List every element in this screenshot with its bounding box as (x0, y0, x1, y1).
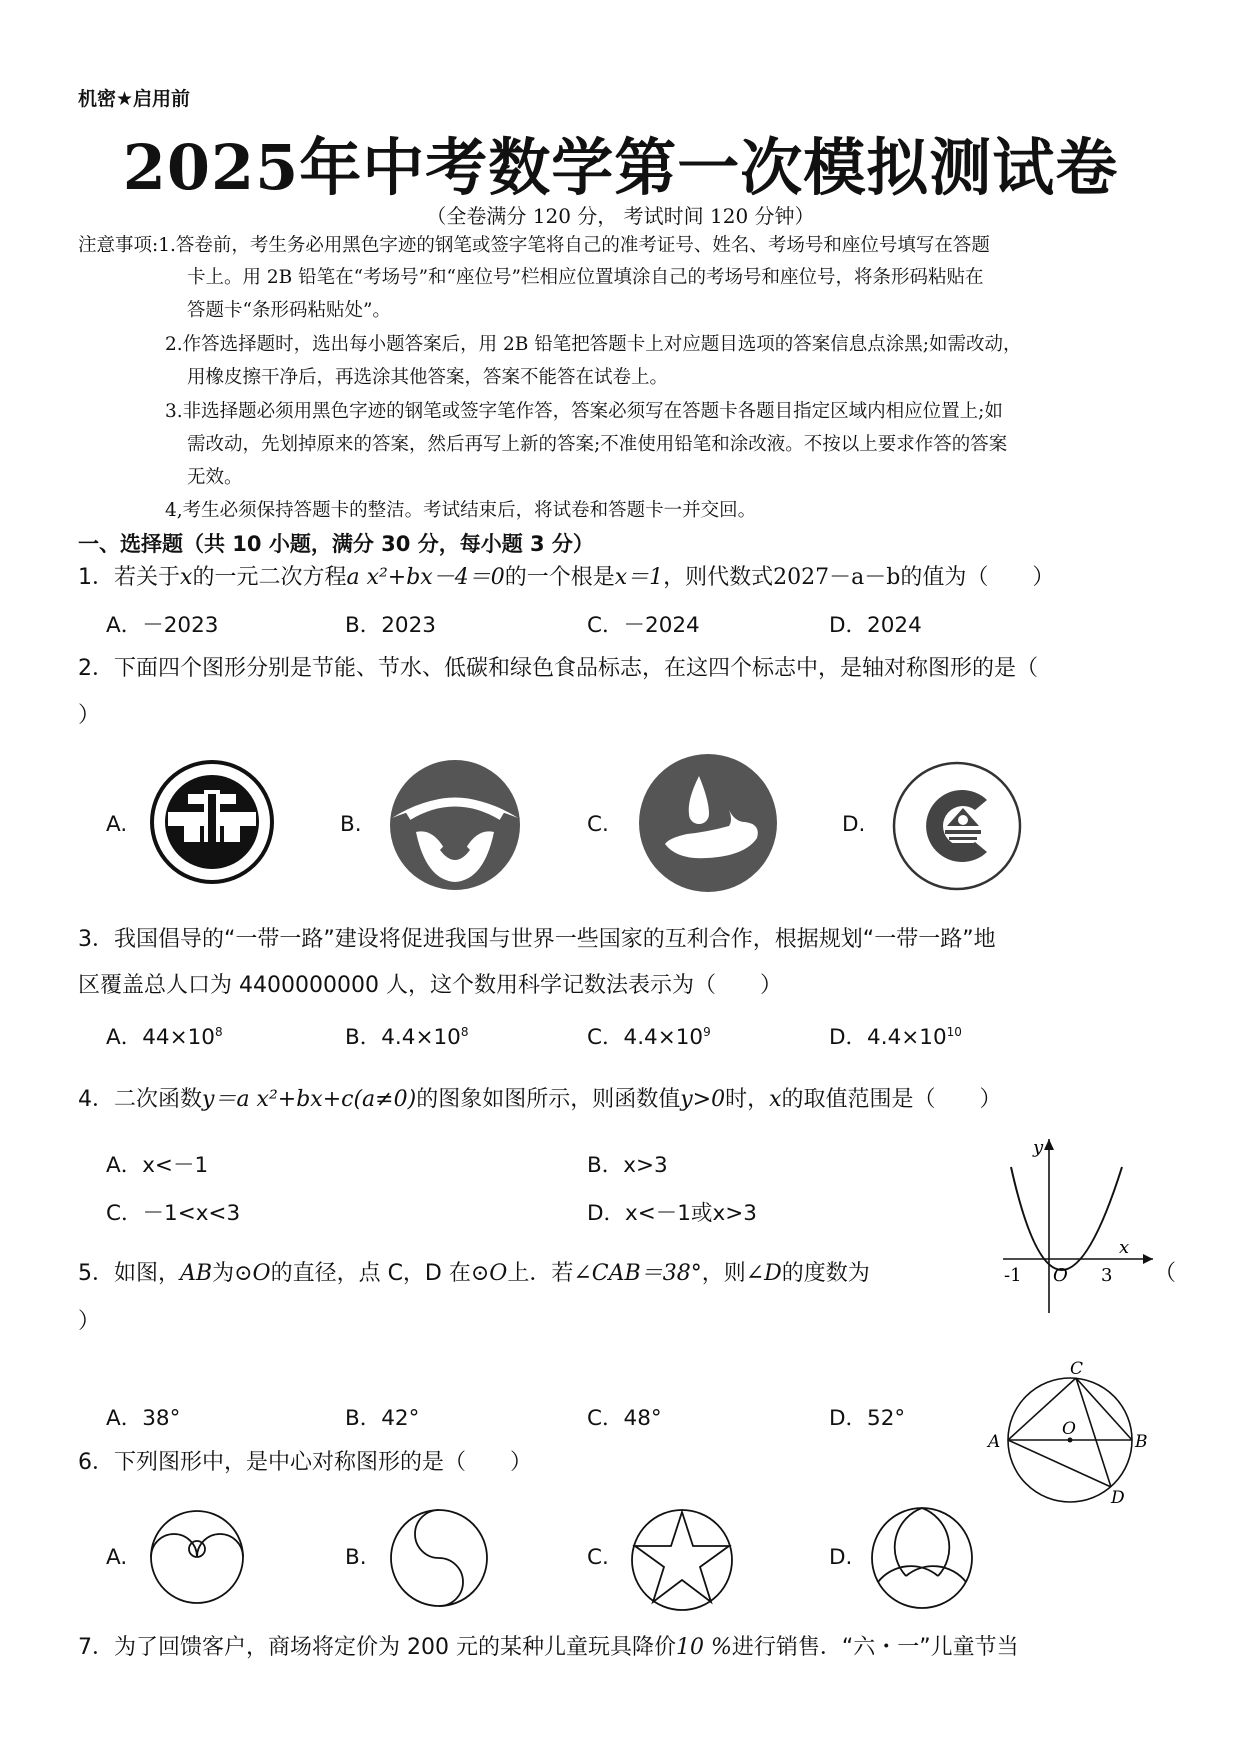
q7-text: 进行销售．“六・一”儿童节当 (731, 1635, 1019, 1660)
figure-circle-with-arcs-icon (146, 1506, 248, 1608)
q4-option-d: D．x<－1或x>3 (587, 1201, 757, 1226)
q1-option-a: A．－2023 (106, 613, 219, 638)
question-7 (78, 1630, 1019, 1661)
label-o: O (1062, 1419, 1076, 1439)
q4-option-c: C．－1<x<3 (106, 1201, 241, 1226)
q3-option-b-base: B．4.4×10 (345, 1025, 461, 1050)
q5-paren-close: ） (78, 1309, 101, 1334)
q6-label-d: D. (829, 1545, 853, 1570)
note-line: 2.作答选择题时，选出每小题答案后，用 2B 铅笔把答题卡上对应题目选项的答案信息点涂黑;如需改动， (165, 334, 1022, 355)
q4-number: 4． (78, 1087, 114, 1112)
q3-option-a (106, 1020, 223, 1051)
figure-three-petals-icon (866, 1502, 978, 1614)
q2-label-b: B. (340, 812, 362, 837)
q7-text: 7．为了回馈客户，商场将定价为 200 元的某种儿童玩具降价 (78, 1635, 676, 1660)
question-3: 3．我国倡导的“一带一路”建设将促进我国与世界一些国家的互利合作，根据规划“一带一路”地 (78, 927, 996, 952)
q1-text: 的一元二次方程 (192, 565, 347, 590)
label-a: A (988, 1432, 1001, 1452)
q5-option-d: D．52° (829, 1406, 906, 1431)
q5-option-a: A．38° (106, 1406, 181, 1431)
question-4 (78, 1082, 1002, 1113)
q1-number: 1． (78, 565, 114, 590)
q4-text: 的图象如图所示，则函数值 (416, 1087, 681, 1112)
q4-option-a: A．x<－1 (106, 1153, 209, 1178)
q5-text: 如图， (114, 1261, 181, 1286)
q5-text: 为 (212, 1261, 235, 1286)
q3-option-c-base: C．4.4×10 (587, 1025, 704, 1050)
q3-option-a-exp: 8 (214, 1024, 223, 1039)
energy-saving-logo-icon (148, 758, 276, 886)
q1-text: ，则代数式 (663, 565, 774, 590)
q7-percent: 10 % (675, 1635, 732, 1660)
y-axis-arrow-icon (1044, 1139, 1054, 1150)
q5-text: ，则 (701, 1261, 746, 1286)
question-1 (78, 560, 1054, 591)
question-2: 2．下面四个图形分别是节能、节水、低碳和绿色食品标志，在这四个标志中，是轴对称图形的是（ (78, 656, 1039, 681)
q1-option-d: D．2024 (829, 613, 922, 638)
circle-figure (980, 1358, 1148, 1504)
q5-paren-open: （ (1154, 1261, 1177, 1286)
q5-text: 上．若 (507, 1261, 574, 1286)
note-line: 用橡皮擦干净后，再选涂其他答案，答案不能答在试卷上。 (187, 367, 669, 388)
q3-option-a-base: A．44×10 (106, 1025, 215, 1050)
q5-number: 5． (78, 1261, 114, 1286)
q5-option-c: C．48° (587, 1406, 662, 1431)
q4-equation: y＝a x²+bx+c(a≠0) (202, 1087, 417, 1112)
label-d: D (1111, 1488, 1125, 1504)
low-carbon-logo-icon (637, 752, 779, 894)
q3-option-c-exp: 9 (703, 1024, 711, 1039)
q4-text: 二次函数 (114, 1087, 203, 1112)
question-6: 6．下列图形中，是中心对称图形的是（ ） (78, 1450, 532, 1475)
q1-text: 的一个根是 (504, 565, 615, 590)
q5-text: 的度数为 (781, 1261, 870, 1286)
question-3-cont: 区覆盖总人口为 4400000000 人，这个数用科学记数法表示为（ ） (78, 973, 782, 998)
q4-variable: x (769, 1087, 782, 1112)
q3-option-d (829, 1020, 962, 1051)
q5-circle: ⊙O (470, 1261, 508, 1286)
q1-option-b: B．2023 (345, 613, 436, 638)
q2-label-c: C. (587, 812, 609, 837)
q5-angle: ∠CAB＝38° (573, 1261, 702, 1286)
note-line: 卡上。用 2B 铅笔在“考场号”和“座位号”栏相应位置填涂自己的考场号和座位号，将条形码粘贴在 (187, 267, 984, 288)
q4-text: 时， (725, 1087, 770, 1112)
note-line: 答题卡“条形码粘贴处”。 (187, 300, 391, 321)
note-line: 无效。 (187, 467, 243, 488)
note-line: 4,考生必须保持答题卡的整洁。考试结束后，将试卷和答题卡一并交回。 (165, 500, 757, 521)
parabola-curve (1011, 1167, 1122, 1270)
q1-root: x＝1 (614, 565, 664, 590)
graph-x-label: x (1119, 1237, 1130, 1258)
question-5 (78, 1256, 870, 1287)
graph-origin: O (1053, 1265, 1068, 1286)
q4-option-b: B．x>3 (587, 1153, 668, 1178)
q1-equation: a x²+bx－4＝0 (346, 565, 505, 590)
exam-subtitle: （全卷满分 120 分， 考试时间 120 分钟） (426, 204, 815, 228)
figure-star-in-circle-icon (626, 1504, 738, 1616)
green-food-logo-icon (891, 760, 1023, 892)
parabola-graph (995, 1135, 1165, 1317)
section-title: 一、选择题（共 10 小题，满分 30 分，每小题 3 分） (78, 532, 594, 556)
q2-label-d: D. (842, 812, 866, 837)
q1-text: 若关于 (114, 565, 181, 590)
graph-left-root: -1 (1004, 1265, 1022, 1286)
q3-option-c (587, 1020, 711, 1051)
figure-yin-yang-curve-icon (385, 1504, 493, 1612)
q6-label-c: C. (587, 1545, 609, 1570)
chord-cd (1076, 1378, 1111, 1487)
q5-text: 的直径，点 C，D 在 (270, 1261, 471, 1286)
q4-text: 的取值范围是（ ） (781, 1087, 1002, 1112)
q1-text: 的值为（ ） (900, 565, 1055, 590)
q4-condition: y>0 (680, 1087, 726, 1112)
q2-paren: ） (78, 703, 101, 728)
confidential-mark: 机密★启用前 (78, 88, 191, 110)
note-line: 3.非选择题必须用黑色字迹的钢笔或签字笔作答，答案必须写在答题卡各题目指定区域内相应位置上;如 (165, 401, 1003, 422)
q2-label-a: A. (106, 812, 128, 837)
label-c: C (1070, 1359, 1084, 1379)
graph-y-label: y (1033, 1137, 1044, 1158)
q1-variable: x (180, 565, 193, 590)
label-b: B (1135, 1432, 1148, 1452)
graph-right-root: 3 (1101, 1265, 1113, 1286)
q1-option-c: C．－2024 (587, 613, 700, 638)
q5-circle: ⊙O (234, 1261, 271, 1286)
q3-option-b (345, 1020, 468, 1051)
q5-option-b: B．42° (345, 1406, 420, 1431)
water-saving-logo-icon (388, 758, 522, 892)
q6-label-b: B. (345, 1545, 367, 1570)
q3-option-d-base: D．4.4×10 (829, 1025, 947, 1050)
q1-expression: 2027－a－b (773, 565, 901, 590)
x-axis-arrow-icon (1143, 1254, 1153, 1264)
q3-option-d-exp: 10 (946, 1024, 962, 1039)
note-line: 注意事项:1.答卷前，考生务必用黑色字迹的钢笔或签字笔将自己的准考证号、姓名、考场号和座位号填写在答题 (78, 235, 990, 256)
q5-angle-d: ∠D (745, 1261, 782, 1286)
q6-label-a: A. (106, 1545, 128, 1570)
q3-option-b-exp: 8 (460, 1024, 469, 1039)
exam-title: 2025年中考数学第一次模拟测试卷 (122, 131, 1119, 204)
note-line: 需改动，先划掉原来的答案，然后再写上新的答案;不准使用铅笔和涂改液。不按以上要求作答的答案 (187, 434, 1008, 455)
q5-diameter: AB (180, 1261, 213, 1286)
